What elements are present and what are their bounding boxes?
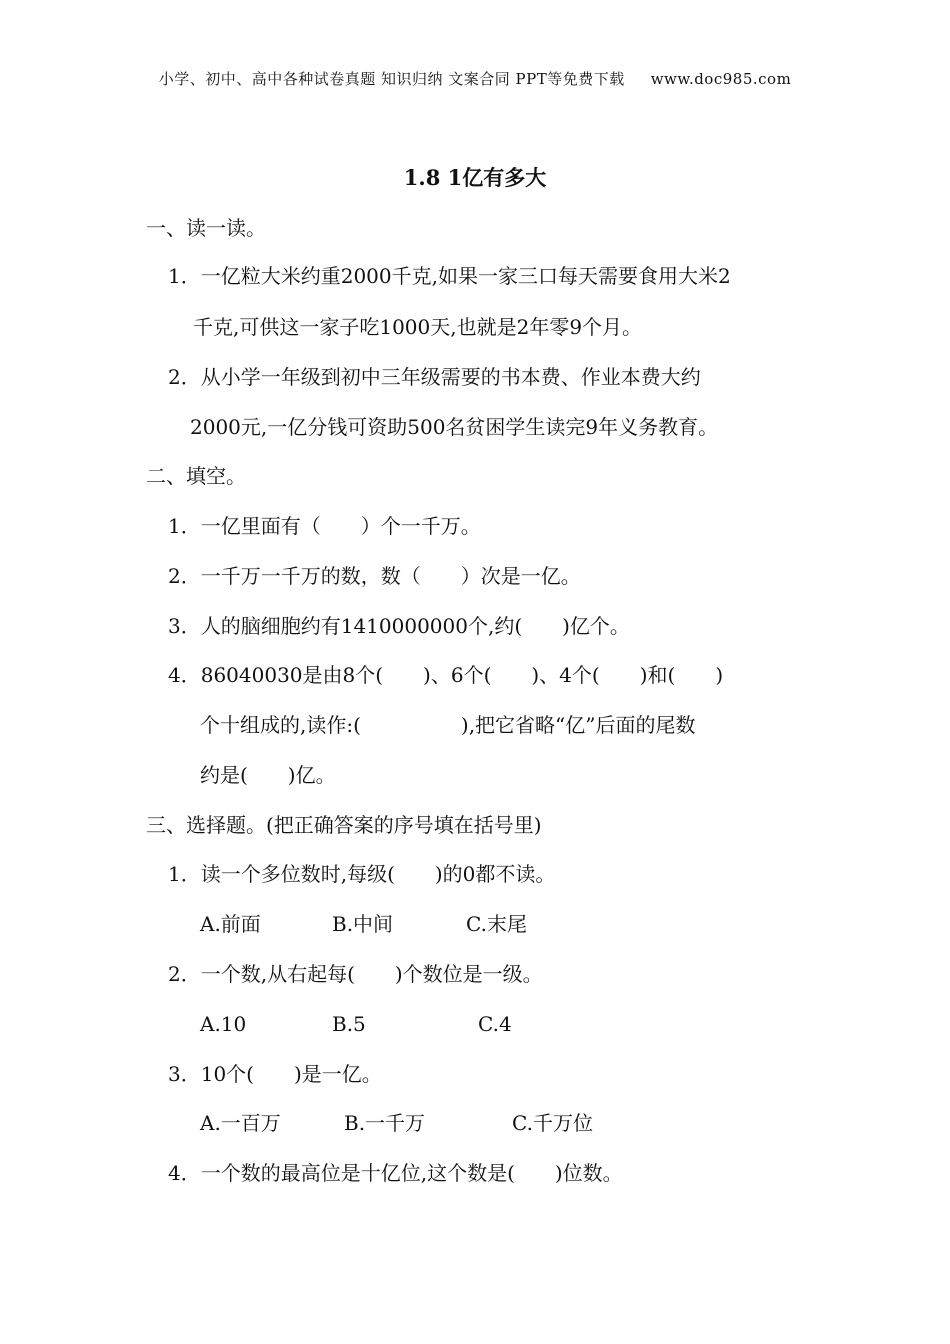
option-a: A.10	[200, 1012, 247, 1036]
fill-question-1: 1．一亿里面有（ ）个一千万。	[168, 514, 481, 538]
option-b: B.中间	[332, 912, 394, 936]
choice-question-1-options	[200, 910, 527, 938]
section-heading-choice: 三、选择题。(把正确答案的序号填在括号里)	[146, 813, 542, 837]
choice-question-1: 1．读一个多位数时,每级( )的0都不读。	[168, 862, 556, 886]
choice-question-2: 2．一个数,从右起每( )个数位是一级。	[168, 962, 543, 986]
header-text: 小学、初中、高中各种试卷真题 知识归纳 文案合同 PPT等免费下载	[158, 70, 625, 88]
read-item-1-line-2: 千克,可供这一家子吃1000天,也就是2年零9个月。	[193, 315, 643, 339]
option-b: B.一千万	[344, 1111, 426, 1135]
option-c: C.4	[478, 1012, 512, 1036]
choice-question-2-options	[200, 1010, 512, 1038]
read-item-1-line-1: 1．一亿粒大米约重2000千克,如果一家三口每天需要食用大米2	[168, 264, 731, 288]
fill-question-3: 3．人的脑细胞约有1410000000个,约( )亿个。	[168, 614, 630, 638]
section-heading-read: 一、读一读。	[146, 216, 266, 240]
page-header	[0, 68, 950, 89]
fill-question-4-line-2: 个十组成的,读作:( ),把它省略“亿”后面的尾数	[200, 713, 696, 737]
option-b: B.5	[332, 1012, 366, 1036]
read-item-2-line-2: 2000元,一亿分钱可资助500名贫困学生读完9年义务教育。	[190, 415, 719, 439]
fill-question-2: 2．一千万一千万的数，数（ ）次是一亿。	[168, 564, 581, 588]
choice-question-3-options	[200, 1109, 593, 1137]
fill-question-4-line-1: 4．86040030是由8个( )、6个( )、4个( )和( )	[168, 663, 724, 687]
header-url[interactable]: www.doc985.com	[650, 70, 792, 88]
option-a: A.一百万	[200, 1111, 281, 1135]
read-item-2-line-1: 2．从小学一年级到初中三年级需要的书本费、作业本费大约	[168, 365, 701, 389]
choice-question-4: 4．一个数的最高位是十亿位,这个数是( )位数。	[168, 1161, 623, 1185]
fill-question-4-line-3: 约是( )亿。	[200, 763, 336, 787]
choice-question-3: 3．10个( )是一亿。	[168, 1062, 382, 1086]
page-title: 1.8 1亿有多大	[403, 165, 547, 190]
option-c: C.末尾	[466, 912, 527, 936]
section-heading-fill: 二、填空。	[146, 464, 246, 488]
option-c: C.千万位	[512, 1111, 593, 1135]
option-a: A.前面	[200, 912, 261, 936]
